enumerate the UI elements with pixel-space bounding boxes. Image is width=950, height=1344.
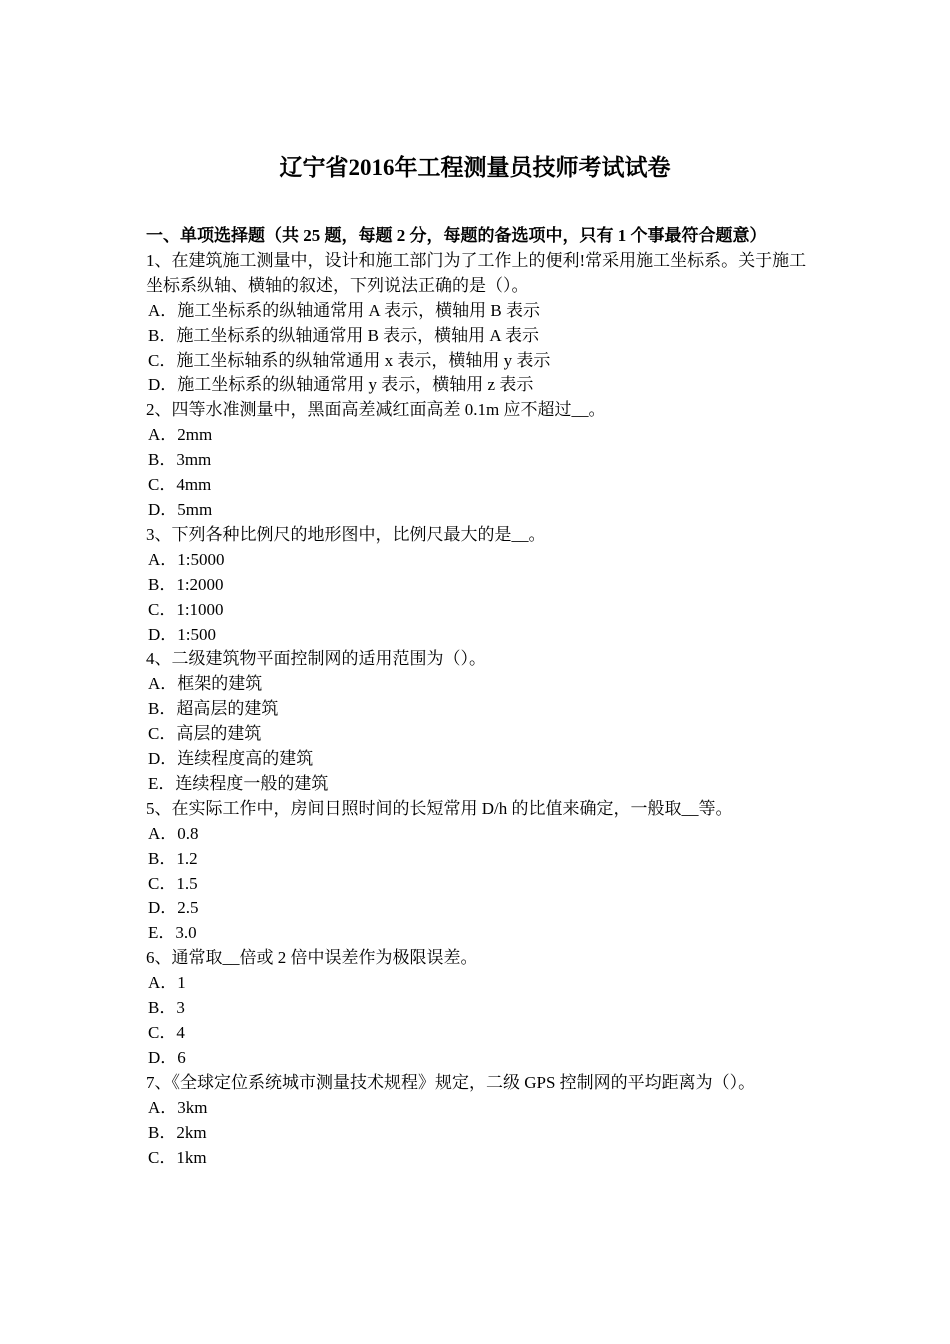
option-e: E．3.0 xyxy=(148,923,197,943)
question-1 xyxy=(146,249,816,398)
option-c: C．施工坐标轴系的纵轴常通用 x 表示，横轴用 y 表示 xyxy=(148,350,551,370)
option-d: D．5mm xyxy=(148,499,213,519)
option-c: C．1km xyxy=(148,1147,207,1167)
option-b: B．2km xyxy=(148,1122,207,1142)
question-7 xyxy=(146,1071,816,1171)
question-5 xyxy=(146,797,816,946)
section-heading: 一、单项选择题（共 25 题，每题 2 分，每题的备选项中，只有 1 个事最符合题意） xyxy=(146,226,767,245)
option-d: D．施工坐标系的纵轴通常用 y 表示，横轴用 z 表示 xyxy=(148,375,534,395)
question-stem: 1、在建筑施工测量中，设计和施工部门为了工作上的便利!常采用施工坐标系。关于施工坐标系纵轴、横轴的叙述，下列说法正确的是（）。 xyxy=(146,250,807,295)
option-a: A．0.8 xyxy=(148,823,199,843)
option-c: C．4 xyxy=(148,1023,185,1042)
question-2 xyxy=(146,398,816,523)
option-c: C．4mm xyxy=(148,475,212,495)
question-stem: 7、《全球定位系统城市测量技术规程》规定，二级 GPS 控制网的平均距离为（）。 xyxy=(146,1072,756,1092)
document-title: 辽宁省2016年工程测量员技师考试试卷 xyxy=(279,155,671,180)
option-d: D．1:500 xyxy=(148,624,216,644)
option-a: A．3km xyxy=(148,1097,208,1117)
option-b: B．3mm xyxy=(148,450,212,470)
option-c: C．1.5 xyxy=(148,873,198,893)
question-stem: 5、在实际工作中，房间日照时间的长短常用 D/h 的比值来确定，一般取__等。 xyxy=(146,798,733,818)
document-body xyxy=(146,224,816,1170)
option-c: C．1:1000 xyxy=(148,599,224,619)
option-a: A．框架的建筑 xyxy=(148,674,263,694)
option-a: A．2mm xyxy=(148,425,213,445)
option-a: A．1:5000 xyxy=(148,549,225,569)
option-b: B．1.2 xyxy=(148,848,198,868)
question-4 xyxy=(146,647,816,796)
question-stem: 4、二级建筑物平面控制网的适用范围为（）。 xyxy=(146,649,486,669)
option-d: D．2.5 xyxy=(148,898,199,918)
option-a: A．施工坐标系的纵轴通常用 A 表示，横轴用 B 表示 xyxy=(148,300,540,320)
question-stem: 2、四等水准测量中，黑面高差减红面高差 0.1m 应不超过__。 xyxy=(146,400,606,420)
question-6 xyxy=(146,946,816,1071)
option-b: B．3 xyxy=(148,998,185,1018)
option-b: B．1:2000 xyxy=(148,574,224,594)
option-c: C．高层的建筑 xyxy=(148,724,262,744)
option-a: A．1 xyxy=(148,973,186,993)
option-d: D．6 xyxy=(148,1047,186,1067)
question-3 xyxy=(146,523,816,648)
option-d: D．连续程度高的建筑 xyxy=(148,749,314,769)
option-b: B．施工坐标系的纵轴通常用 B 表示，横轴用 A 表示 xyxy=(148,325,540,345)
question-stem: 6、通常取__倍或 2 倍中误差作为极限误差。 xyxy=(146,948,478,968)
option-e: E．连续程度一般的建筑 xyxy=(148,773,329,793)
option-b: B．超高层的建筑 xyxy=(148,699,279,719)
question-stem: 3、下列各种比例尺的地形图中，比例尺最大的是__。 xyxy=(146,524,546,544)
